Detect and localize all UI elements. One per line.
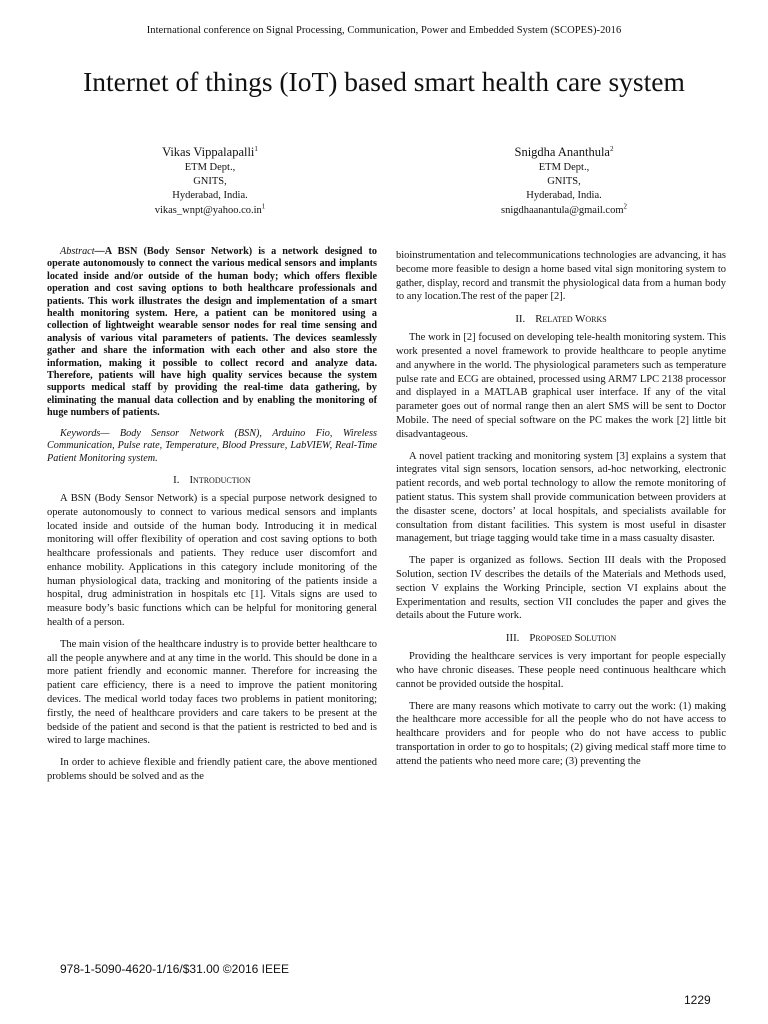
paragraph: The paper is organized as follows. Section III deals with the Proposed Solution, section IV describes the details of the Materials and Methods used, section V explains the Working Principle, section VI explains about the Experimentation and results, section VII concludes the paper and gives the details about the Future work.: [396, 555, 726, 622]
author-dept: ETM Dept.,: [184, 162, 236, 173]
paragraph: bioinstrumentation and telecommunications technologies are advancing, it has become more feasible to design a home based vital sign monitoring system to gather, display, record and transmit the physiological data from a human body to any location.The rest of the paper [2].: [396, 250, 726, 303]
author-email: snigdhaanantula@gmail.com$^2$: [500, 202, 627, 216]
author-email: $vikas\_wnpt@yahoo.co.in^1$: [154, 202, 266, 216]
author-name: Vikas Vippalapalli$^1$: [162, 144, 258, 159]
paragraph: The main vision of the healthcare industry is to provide better healthcare to all the people anywhere and at any time in the world. This should be done in a more patient friendly and economic manner. Therefore for increasing the patient care efficiency, there is a need to improve the patient monitoring devices. The medical world today faces two problems in patient monitoring; firstly, the need of healthcare providers and care takers to be present at the bedside of the patient and second is that the patient is restricted to bed and is wired to large machines.: [47, 638, 377, 747]
paragraph: A novel patient tracking and monitoring system [3] explains a system that integrates vital sign sensors, location sensors, ad-hoc networking, electronic patient records, and web portal technology to allow the remote monitoring of patient status. This system shall provide communication between providers at the disaster scene, doctors’ at local hospitals, and specialists available for consultation from distant facilities. This system is most useful in disaster management, but triage tagging would take time in a mass casualty disaster.: [396, 450, 726, 545]
right-column: [396, 249, 726, 777]
paragraph: The work in [2] focused on developing tele-health monitoring system. This work presented a novel framework to provide healthcare to people anytime and anywhere in the world. The physiological parameters such as temperature pulse rate and ECG are obtained, processed using ARM7 LPC 2138 processor and displayed in a MATLAB graphical user interface. If any of the vital parameter goes out of normal range then an alert SMS will be sent to Doctor Mobile. The need of special software on the PC makes the work [2] little bit disadvantageous.: [396, 332, 726, 440]
abstract: Abstract—A BSN (Body Sensor Network) is a network designed to operate autonomously to connect the various medical sensors and implants located inside and/or outside of the human body; which offers flexible operation and cost saving options to both healthcare professionals and patients. This work illustrates the design and implementation of a smart health monitoring system. Here, a patient can be monitored using a collection of lightweight wearable sensor nodes for real time sensing and analysis of various vital parameters of patients. The devices seamlessly gather and share the information with each other and also store the information, making it possible to collect record and analyze data. Therefore, patients will have high quality services because the system supports medical staff by providing the real-time data gathering, by eliminating the manual data collection and by enabling the monitoring of huge numbers of patients.: [47, 246, 377, 419]
author-location: Hyderabad, India.: [172, 190, 248, 202]
author-org: GNITS,: [547, 176, 581, 188]
author-name: Snigdha Ananthula$^2$: [514, 144, 614, 159]
keywords: Keywords— Body Sensor Network (BSN), Arduino Fio, Wireless Communication, Pulse rate, Temperature, Blood Pressure, LabVIEW, Real-Time Patient Monitoring system.: [47, 427, 377, 464]
section-heading-proposed-solution: III. Proposed Solution: [505, 632, 617, 645]
section-heading-related-works: II. Related Works: [515, 313, 607, 326]
paragraph: Providing the healthcare services is very important for people especially who have chronic diseases. These people need continuous healthcare which cannot be provided outside the hospital.: [396, 651, 726, 690]
left-column: [47, 246, 377, 792]
footer-isbn: 978-1-5090-4620-1/16/$31.00 ©2016 IEEE: [60, 962, 290, 976]
paragraph: In order to achieve flexible and friendly patient care, the above mentioned problems should be solved and as the: [47, 757, 377, 783]
paragraph: A BSN (Body Sensor Network) is a special purpose network designed to operate autonomously to connect to various medical sensors and implants located inside and outside of the human body. Introducing it in medical monitoring will offer flexibility of operation and cost saving options to both healthcare professionals and patients. They reduce user discomfort and enhance mobility. Applications in this category include monitoring of the human physiological data, tracking and monitoring of the patients inside a hospital, drug administration in hospitals etc [1]. Vitals signs are used to measure body’s basic functions which can be helpful for monitoring general health of a person.: [47, 492, 377, 629]
paragraph: There are many reasons which motivate to carry out the work: (1) making the healthcare more accessible for all the people who do not have access to healthcare providers and for people who do not have access to public transportation in order to go to hospitals; (2) giving medical staff more time to attend the patients who need more care; (3) preventing the: [396, 700, 726, 767]
section-heading-introduction: I. Introduction: [173, 473, 251, 486]
author-dept: ETM Dept.,: [538, 162, 590, 173]
author-block-1: [60, 144, 360, 218]
page-number: 1229: [684, 993, 711, 1007]
conference-header: International conference on Signal Processing, Communication, Power and Embedded System (SCOPES)-2016: [146, 25, 622, 36]
author-location: Hyderabad, India.: [526, 190, 602, 202]
paper-title: Internet of things (IoT) based smart health care system: [83, 66, 685, 97]
author-block-2: [414, 144, 714, 218]
author-org: GNITS,: [193, 176, 227, 188]
